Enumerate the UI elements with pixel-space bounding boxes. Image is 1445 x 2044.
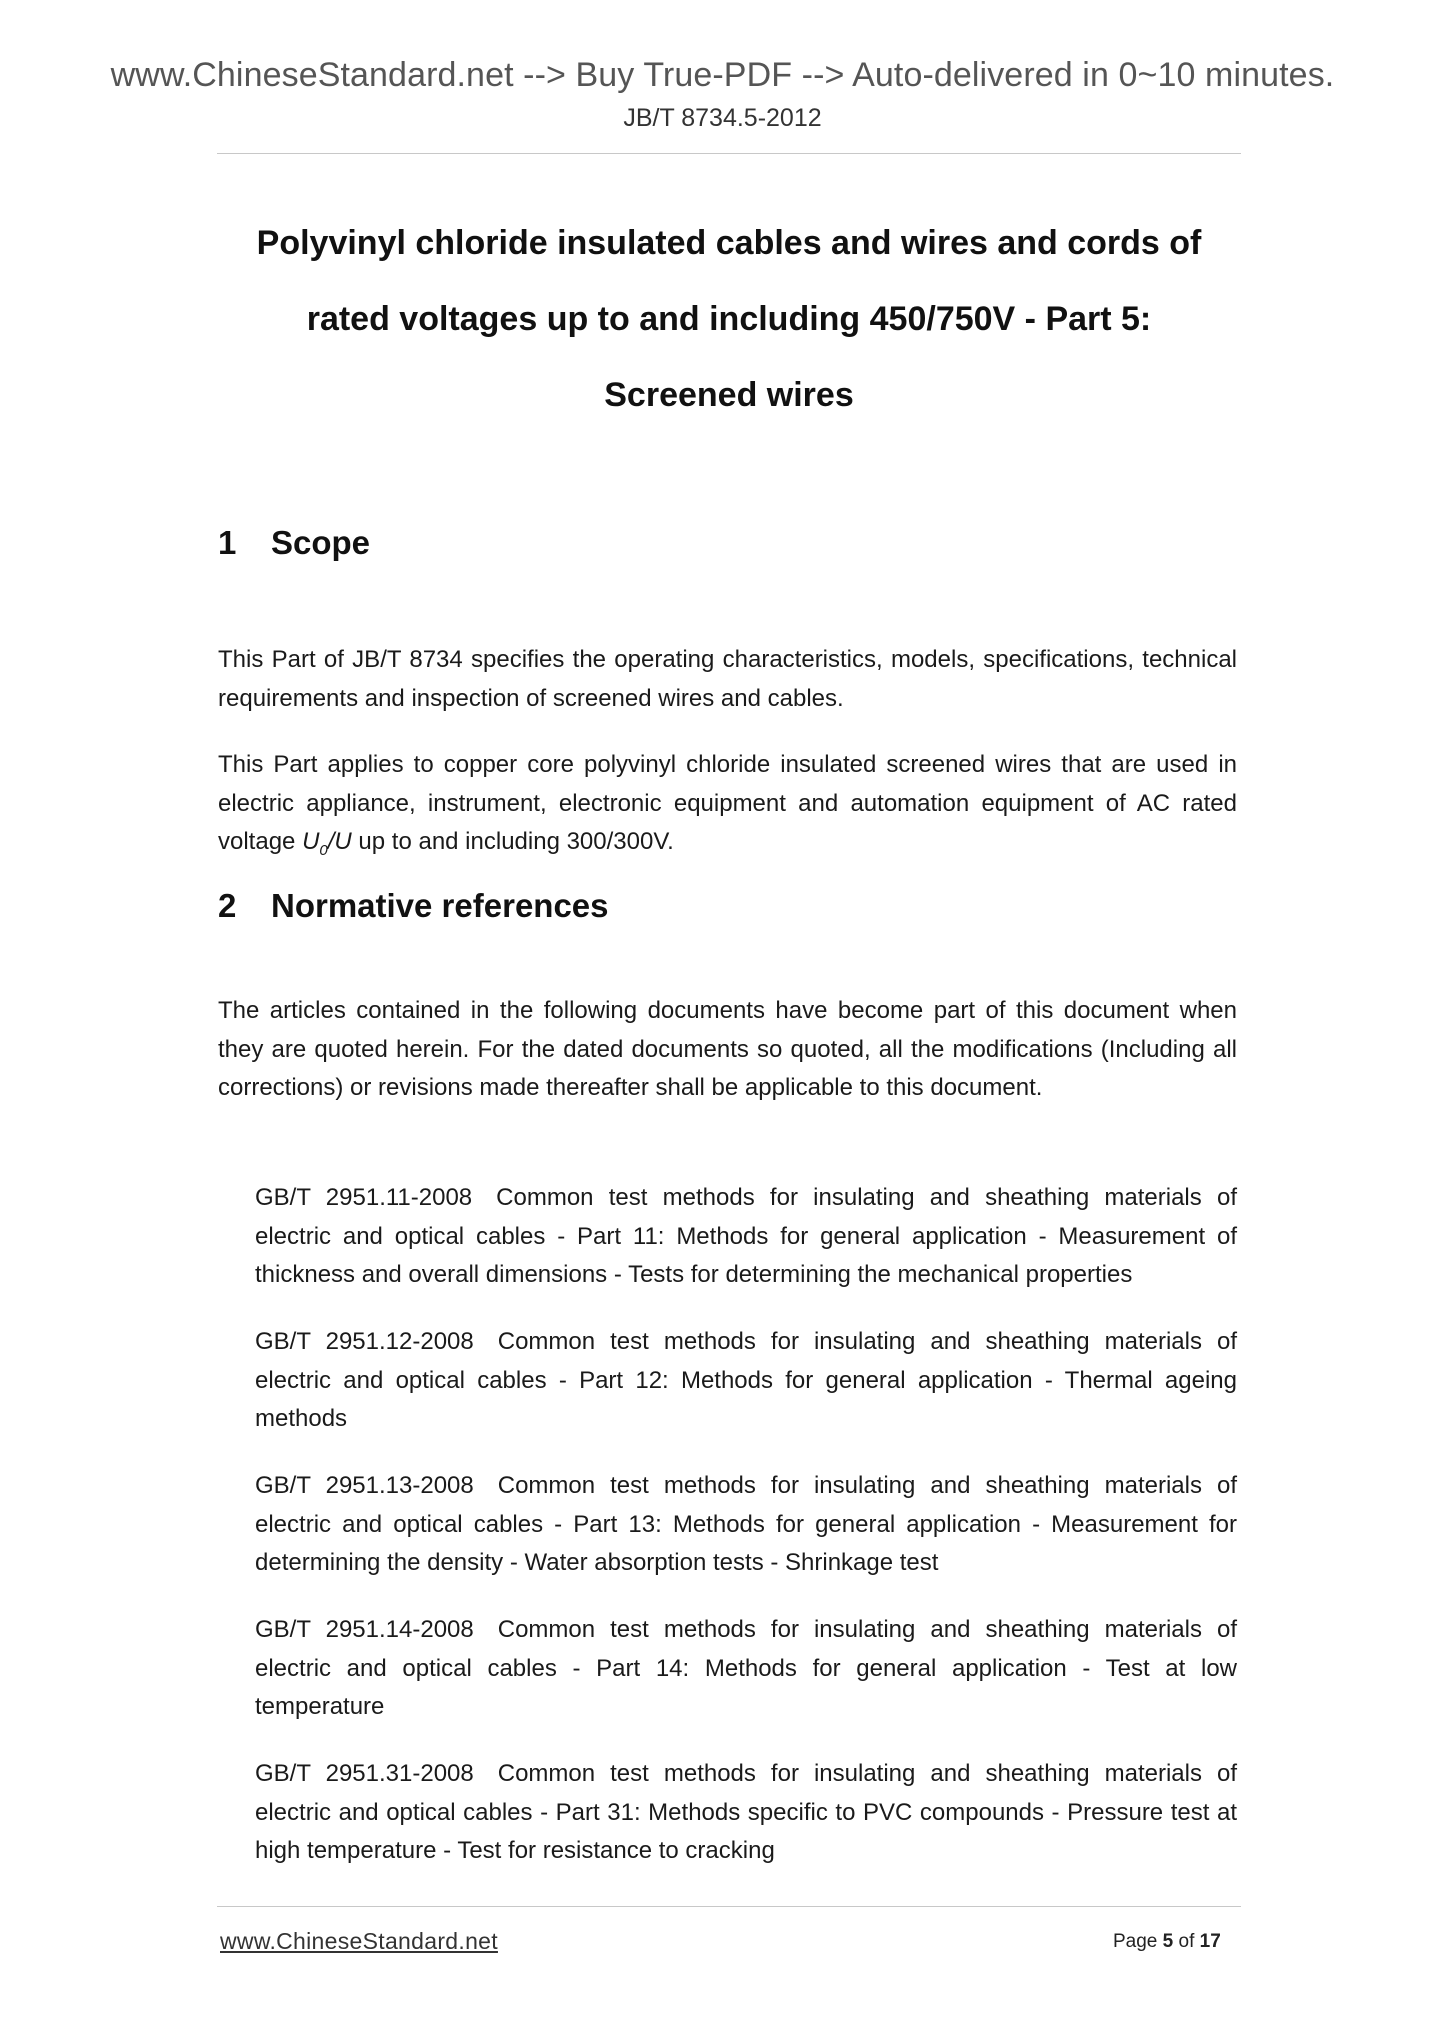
footer-divider <box>217 1906 1241 1907</box>
reference-item <box>255 1179 1237 1295</box>
reference-item <box>255 1467 1237 1583</box>
title-line-2: rated voltages up to and including 450/750V - Part 5: <box>306 300 1152 338</box>
section-title: Normative references <box>271 887 609 924</box>
reference-code: GB/T 2951.31-2008 <box>255 1760 474 1787</box>
section-number: 2 <box>218 887 237 924</box>
reference-code: GB/T 2951.12-2008 <box>255 1328 474 1355</box>
footer-website-link[interactable]: www.ChineseStandard.net <box>220 1928 498 1954</box>
header-banner[interactable]: www.ChineseStandard.net --> Buy True-PDF --> Auto-delivered in 0~10 minutes. <box>110 56 1335 94</box>
current-page: 5 <box>1162 1931 1174 1952</box>
title-line-1: Polyvinyl chloride insulated cables and wires and cords of <box>256 224 1202 262</box>
reference-title: Common test methods for insulating and sheathing materials of electric and optical cables - Part 31: Methods specific to PVC compounds - Pressure test at high temperature - Test for resistance to cracking <box>255 1760 1238 1864</box>
reference-code: GB/T 2951.11-2008 <box>255 1184 473 1211</box>
reference-item <box>255 1611 1237 1727</box>
document-id: JB/T 8734.5-2012 <box>623 104 822 132</box>
header-divider <box>217 153 1241 154</box>
scope-paragraph-2-text: This Part applies to copper core polyvinyl chloride insulated screened wires that are used in electric appliance, instrument, electronic equipment and automation equipment of AC rated voltage <box>218 751 1237 855</box>
section-number: 1 <box>218 524 237 561</box>
document-title <box>217 205 1241 433</box>
reference-title: Common test methods for insulating and sheathing materials of electric and optical cables - Part 12: Methods for general application - Thermal ageing methods <box>255 1328 1238 1432</box>
reference-code: GB/T 2951.13-2008 <box>255 1472 474 1499</box>
section-title: Scope <box>271 524 371 561</box>
reference-item <box>255 1755 1237 1871</box>
reference-title: Common test methods for insulating and sheathing materials of electric and optical cables - Part 13: Methods for general application - Measurement for determining the density - Water absorption tests - Shrinkage test <box>255 1472 1238 1576</box>
scope-paragraph-2-tail: up to and including 300/300V. <box>358 828 674 855</box>
section-heading-normative-references <box>218 887 609 925</box>
page-number: Page 5 of 17 <box>1113 1931 1221 1952</box>
normative-intro: The articles contained in the following documents have become part of this document when they are quoted herein. For the dated documents so quoted, all the modifications (Including all corrections) or revisions made thereafter shall be applicable to this document. <box>218 997 1237 1101</box>
scope-paragraph-2 <box>218 746 1237 870</box>
total-pages: 17 <box>1199 1931 1221 1952</box>
reference-item <box>255 1323 1237 1439</box>
section-heading-scope <box>218 524 370 562</box>
scope-paragraph-1: This Part of JB/T 8734 specifies the operating characteristics, models, specifications, technical requirements and inspection of screened wires and cables. <box>218 646 1237 712</box>
reference-title: Common test methods for insulating and sheathing materials of electric and optical cables - Part 11: Methods for general application - Measurement of thickness and overall dimensions - Tests for determining the mechanical properties <box>255 1184 1237 1288</box>
reference-code: GB/T 2951.14-2008 <box>255 1616 474 1643</box>
title-line-3: Screened wires <box>604 376 854 414</box>
reference-title: Common test methods for insulating and sheathing materials of electric and optical cables - Part 14: Methods for general application - Test at low temperature <box>255 1616 1238 1720</box>
rated-voltage-symbol: $U_0/U$ <box>302 828 352 859</box>
